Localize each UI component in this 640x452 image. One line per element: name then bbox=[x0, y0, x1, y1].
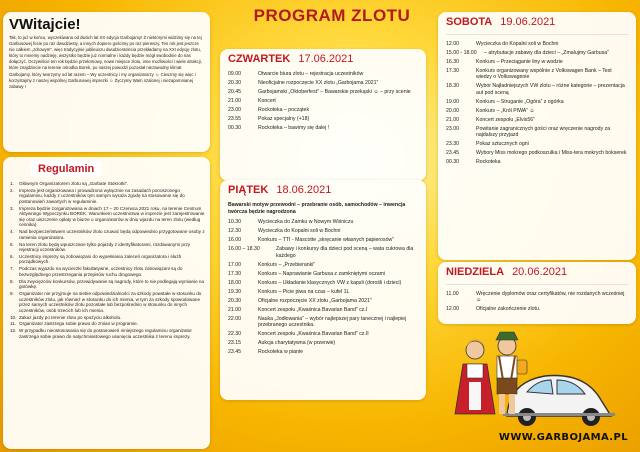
event-time: 23.15 bbox=[228, 340, 241, 346]
event-time: 23.00 bbox=[446, 125, 459, 132]
event-desc: Garbojamski „Oktoberfest” – Bawarskie przekąski ☺ – przy scenie bbox=[258, 89, 411, 95]
rules-list bbox=[8, 181, 205, 339]
event-time: 18.30 bbox=[446, 83, 459, 90]
event-time: 23.30 bbox=[446, 141, 459, 148]
rule-number: 2. bbox=[10, 187, 14, 193]
rules-heading: Regulamin bbox=[30, 161, 102, 177]
rule-item bbox=[8, 328, 205, 339]
event-desc: Koncert zespołu „Elvis56” bbox=[476, 116, 535, 123]
rule-item bbox=[8, 315, 205, 321]
welcome-heading: VWitajcie! bbox=[9, 16, 81, 33]
event-desc: Rockoteka – początek bbox=[258, 107, 310, 113]
rule-text: Nad bezpieczeństwem uczestników zlotu czuwać będą odpowiednio przygotowane osoby z ramienia organizatora. bbox=[19, 229, 205, 240]
event-row bbox=[228, 71, 418, 77]
welcome-panel bbox=[3, 12, 210, 152]
event-row bbox=[228, 262, 418, 268]
event-time: 21.00 bbox=[228, 98, 241, 104]
rule-number: 8. bbox=[10, 278, 14, 284]
event-desc: Aukcja charytatywna (w przerwie) bbox=[258, 340, 336, 346]
event-time: 21.00 bbox=[446, 116, 459, 123]
rule-item bbox=[8, 206, 205, 228]
event-desc: Nauka „Jodłowania” – wybór najlepszej pary tanecznej i najlepiej przebranego uczestnika. bbox=[258, 315, 407, 328]
event-desc: Konkurs – Naprawianie Garbusa z zamkniętymi oczami bbox=[258, 270, 386, 277]
event-time: 09.00 bbox=[228, 71, 241, 77]
rule-number: 11. bbox=[10, 321, 17, 327]
event-row bbox=[228, 125, 418, 131]
saturday-heading bbox=[446, 16, 628, 28]
day-date: 17.06.2021 bbox=[298, 53, 354, 65]
event-time: 23.45 bbox=[228, 349, 241, 355]
event-desc: Konkurs – Przeciąganie liny w wodzie bbox=[476, 59, 563, 65]
rule-number: 4. bbox=[10, 229, 14, 235]
event-row bbox=[228, 246, 418, 259]
rule-number: 6. bbox=[10, 253, 14, 259]
event-desc: Wręczenie dyplomów oraz certyfikatów, nie rozdanych wcześniej ☺ bbox=[476, 291, 625, 304]
event-row bbox=[228, 237, 418, 243]
event-row bbox=[228, 228, 418, 234]
thursday-panel bbox=[220, 49, 426, 181]
event-row bbox=[228, 219, 418, 225]
event-row bbox=[446, 291, 628, 304]
day-name: NIEDZIELA bbox=[446, 266, 505, 278]
day-date: 20.06.2021 bbox=[512, 266, 568, 278]
event-time: 12.30 bbox=[228, 228, 241, 235]
thursday-heading bbox=[228, 53, 418, 65]
event-desc: Konkurs – Struganie „Ogóra” z ogórka bbox=[476, 98, 564, 105]
sunday-panel bbox=[438, 262, 636, 324]
event-time: 20.45 bbox=[228, 89, 241, 95]
day-name: CZWARTEK bbox=[228, 53, 291, 65]
event-time: 11.00 bbox=[446, 291, 459, 297]
event-row bbox=[228, 271, 418, 277]
rule-text: W przypadku nieostosowania się do postanowień niniejszego regulaminu organizator zastrzega sobie prawo do natychmiastowego usunięcia uczestnika z terenu imprezy. bbox=[19, 328, 192, 339]
rule-text: Głównym Organizatorem zlotu są „Garbate Stokrotki”. bbox=[19, 181, 129, 186]
event-time: 16.30 bbox=[446, 59, 459, 65]
rule-number: 1. bbox=[10, 181, 14, 186]
saturday-panel bbox=[438, 12, 636, 260]
friday-theme: Bawarski motyw przewodni – przebranie osób, samochodów – inwencja twórcza będzie nagrodzona bbox=[228, 202, 406, 215]
event-row bbox=[228, 340, 418, 346]
event-row bbox=[446, 159, 628, 165]
event-desc: Wybór Najładniejszych VW zlotu – różne kategorie – prezentacja aut pod sceną bbox=[476, 83, 625, 96]
event-row bbox=[228, 349, 418, 355]
event-desc: Wycieczka do Kopalni soli w Bochni bbox=[258, 228, 341, 235]
event-row bbox=[446, 150, 628, 156]
rule-number: 12. bbox=[10, 328, 17, 334]
event-desc: Konkurs – „Król PIWA” ☺ bbox=[476, 107, 535, 114]
rule-item bbox=[8, 181, 205, 187]
woman-figure bbox=[455, 339, 495, 414]
event-row bbox=[446, 306, 628, 312]
event-time: 12.00 bbox=[446, 306, 459, 313]
event-desc: Rockoteka – bawimy się dalej ! bbox=[258, 125, 330, 131]
event-row bbox=[228, 107, 418, 113]
event-desc: Wybory Miss mokrego podkoszulka i Miss-tera mokrych bokserek bbox=[476, 150, 627, 157]
rule-item bbox=[8, 254, 205, 265]
event-desc: Oficjalne rozpoczęcie XX zlotu „Garbojama 2021” bbox=[258, 297, 372, 304]
rule-item bbox=[8, 291, 205, 313]
event-row bbox=[446, 117, 628, 123]
event-row bbox=[446, 141, 628, 147]
event-desc: Koncert zespołu „Kwaśnica Bavarian Band” cz.I bbox=[258, 306, 368, 313]
friday-heading bbox=[228, 184, 418, 196]
event-time: 15.00 - 18.00 bbox=[446, 50, 477, 56]
rule-item bbox=[8, 242, 205, 253]
event-row bbox=[228, 98, 418, 104]
event-desc: Powitanie zagranicznych gości oraz wręczenie nagrody za najdalszy przyjazd bbox=[476, 125, 611, 139]
event-row bbox=[228, 80, 418, 86]
event-time: 23.55 bbox=[228, 116, 241, 122]
event-time: 16.00 – 18.30 bbox=[228, 246, 260, 253]
rule-text: Uczestnicy imprezy są zobowiązani do wypełniania zaleceń organizatora i służb porządkowych. bbox=[19, 253, 182, 265]
rule-number: 10. bbox=[10, 314, 17, 320]
event-desc: Pokaz specjalny (+18) bbox=[258, 116, 310, 122]
event-row bbox=[228, 331, 418, 337]
event-row bbox=[446, 108, 628, 114]
event-row bbox=[446, 83, 628, 96]
welcome-text: Tak, to już w końcu, wyczekiwana od dwóch lat XX edycja Garbojamy! Z niektórymi widzimy się na tej Garbusowej fecie po raz dwudziesty, a innych dopiero gościmy po raz pierwszy. Ten rok jest jeszcze nie całkiem „zdrowym”, więc tradycyjnie jubileuszu dwudziestolecia przekładamy na XXI edycję zlotu, który to mniemy nadzieję, wszystko będzie już normalne i każdy będzie mógł swobodnie do nas dołączyć. Oczywiście ten rok będzie przełomowy, nowe miejsce zlotu, inne możliwości i wiele atrakcji, które znajdziecie na terenie ośrodka Borek, po naszej powodzi pozostał niezawodny klimat Garbojamy, który tworzymy od lat razem – Wy uczestnicy i my organizatorzy ☺ Cieszmy się więc i korzystajmy z naszej wspólnej Garbusowej imprezki ☺ Życzymy Wam szalonej i niezapomnianej zabawy ! bbox=[9, 35, 202, 89]
event-time: 20.00 bbox=[446, 107, 459, 114]
event-time: 17.30 bbox=[228, 270, 241, 277]
event-row bbox=[446, 59, 628, 65]
rule-text: Impreza będzie zorganizowana w dniach 17 – 20 Czerwca 2021 roku, na terenie Centrum Aktywnego Wypoczynku BOREK. Warunkiem uczestnictwa w imprezie jest zarejestrowanie się oraz uiszczenie opłaty w biurze u organizatorów w dniu wjazdu na teren zlotu (według cennika). bbox=[19, 205, 205, 228]
beetle-car-icon bbox=[503, 376, 615, 427]
divider bbox=[446, 284, 628, 285]
event-row bbox=[446, 50, 628, 56]
rule-item bbox=[8, 321, 205, 327]
rule-item bbox=[8, 266, 205, 277]
website-link[interactable]: WWW.GARBOJAMA.PL bbox=[498, 432, 628, 443]
event-desc: Wycieczka do Zamku w Nowym Wiśniczu bbox=[258, 219, 354, 226]
event-time: 17.00 bbox=[228, 261, 241, 268]
event-row bbox=[228, 298, 418, 304]
event-desc: Konkurs – TTI - Mascotte „skręcanie własnych papierosów” bbox=[258, 237, 394, 244]
event-row bbox=[228, 316, 418, 329]
event-desc: Oficjalne zakończenie zlotu. bbox=[476, 306, 541, 313]
event-row bbox=[228, 116, 418, 122]
event-desc: Otwarcie biura zlotu – rejestracja uczestników bbox=[258, 71, 364, 77]
event-time: 23.00 bbox=[228, 107, 241, 113]
event-desc: – atrybutacje zabawy dla dzieci – „Zmalujmy Garbusa” bbox=[484, 50, 609, 56]
event-time: 18.00 bbox=[228, 279, 241, 286]
sunday-heading bbox=[446, 266, 628, 278]
event-desc: Konkurs – Układanie klasycznych VW z kapsli (dorośli i dzieci) bbox=[258, 279, 402, 286]
rule-number: 5. bbox=[10, 241, 14, 247]
rule-text: Na teren zlotu będą wpuszczane tylko pojazdy z identyfikatorami, rozdawanymi przy rejestracji uczestników. bbox=[19, 241, 191, 253]
event-row bbox=[446, 68, 628, 81]
event-desc: Konkurs – „Przebieranki” bbox=[258, 261, 316, 268]
rule-item bbox=[8, 188, 205, 205]
event-time: 12.00 bbox=[446, 41, 459, 47]
rule-item bbox=[8, 229, 205, 240]
event-desc: Koncert zespołu „Kwaśnica Bavarian Band” cz.II bbox=[258, 331, 369, 337]
friday-panel bbox=[220, 180, 426, 400]
event-time: 22.30 bbox=[228, 331, 241, 337]
event-time: 00.30 bbox=[446, 159, 459, 166]
divider bbox=[446, 34, 628, 35]
event-desc: Pokaz sztucznych ogni bbox=[476, 141, 529, 148]
event-time: 17.30 bbox=[446, 68, 459, 74]
event-time: 19.30 bbox=[228, 288, 241, 295]
event-desc: Nieoficjalne rozpoczęcie XX zlotu „Garbojama 2021” bbox=[258, 80, 379, 86]
rule-text: Dla zwycięzców konkursów, przewidywanie są nagrody, które to nie podlegają wymianie na gotówkę. bbox=[19, 278, 205, 290]
day-date: 18.06.2021 bbox=[276, 184, 332, 196]
event-row bbox=[228, 289, 418, 295]
day-date: 19.06.2021 bbox=[500, 16, 556, 28]
event-time: 23.45 bbox=[446, 150, 459, 157]
event-time: 20.30 bbox=[228, 80, 241, 86]
event-desc: Zabawy i konkursy dla dzieci pod sceną – wata cukrowa dla każdego bbox=[276, 246, 414, 259]
event-desc: Konkurs organizowany wspólnie z Volkswagen Bank – Test wiedzy o Volkswagenie bbox=[476, 68, 612, 81]
rule-text: Organizator nie przyjmuje na siebie odpowiedzialności za szkody powstałe w stosunku do uczestników zlotu, jak również w stosunku do ich mienia, w tym za szkody spowodowane przez samych uczestników zlotu pozostałe lub bezpośrednio w stosunku do innych uczestników, osób trzecich lub ich mienia. bbox=[19, 291, 202, 313]
event-time: 10.30 bbox=[228, 219, 241, 226]
event-desc: Wycieczka do Kopalni soli w Bochni bbox=[476, 41, 559, 47]
page-title: PROGRAM ZLOTU bbox=[253, 6, 411, 25]
event-row bbox=[228, 89, 418, 95]
event-time: 16.00 bbox=[228, 237, 241, 244]
day-name: PIĄTEK bbox=[228, 184, 269, 196]
rule-text: Zakaz jazdy po terenie zlotu po spożyciu alkoholu. bbox=[19, 314, 122, 320]
event-time: 00.30 bbox=[228, 125, 241, 131]
event-row bbox=[228, 307, 418, 313]
rule-number: 9. bbox=[10, 291, 14, 297]
rule-number: 7. bbox=[10, 266, 14, 272]
rule-text: Podczas wyjazdu na wycieczki fakultatywne, uczestnicy zlotu zobowiązani są do bezwzględnego przestrzegania przepisów ruchu drogowego. bbox=[19, 266, 183, 277]
event-time: 19.00 bbox=[446, 98, 459, 105]
rule-number: 3. bbox=[10, 205, 14, 211]
rule-text: Impreza jest organizowana i prowadzona wyłącznie na zasadach ponoszonego regulaminu, każdy z uczestników tym samym wyraża zgodę na stosowanie się do postanowień zawartych w regulaminie. bbox=[19, 187, 185, 204]
event-row bbox=[446, 126, 628, 139]
event-desc: Konkurs – Picie piwa na czas – kufel 1L bbox=[258, 288, 350, 295]
day-name: SOBOTA bbox=[446, 16, 493, 28]
event-desc: Rockoteka bbox=[476, 159, 501, 166]
event-time: 20.30 bbox=[228, 297, 241, 304]
event-desc: Rockoteka w pianie bbox=[258, 349, 303, 355]
event-row bbox=[228, 280, 418, 286]
event-time: 21.00 bbox=[228, 306, 241, 313]
couple-with-beetle-illustration bbox=[445, 330, 635, 430]
event-row bbox=[446, 41, 628, 47]
event-desc: Koncert bbox=[258, 98, 276, 104]
event-time: 22.00 bbox=[228, 315, 241, 322]
rule-text: Organizator zastrzega sobie prawo do zmian w programie. bbox=[19, 321, 138, 327]
event-row bbox=[446, 99, 628, 105]
rules-panel bbox=[3, 157, 210, 449]
rule-item bbox=[8, 279, 205, 290]
